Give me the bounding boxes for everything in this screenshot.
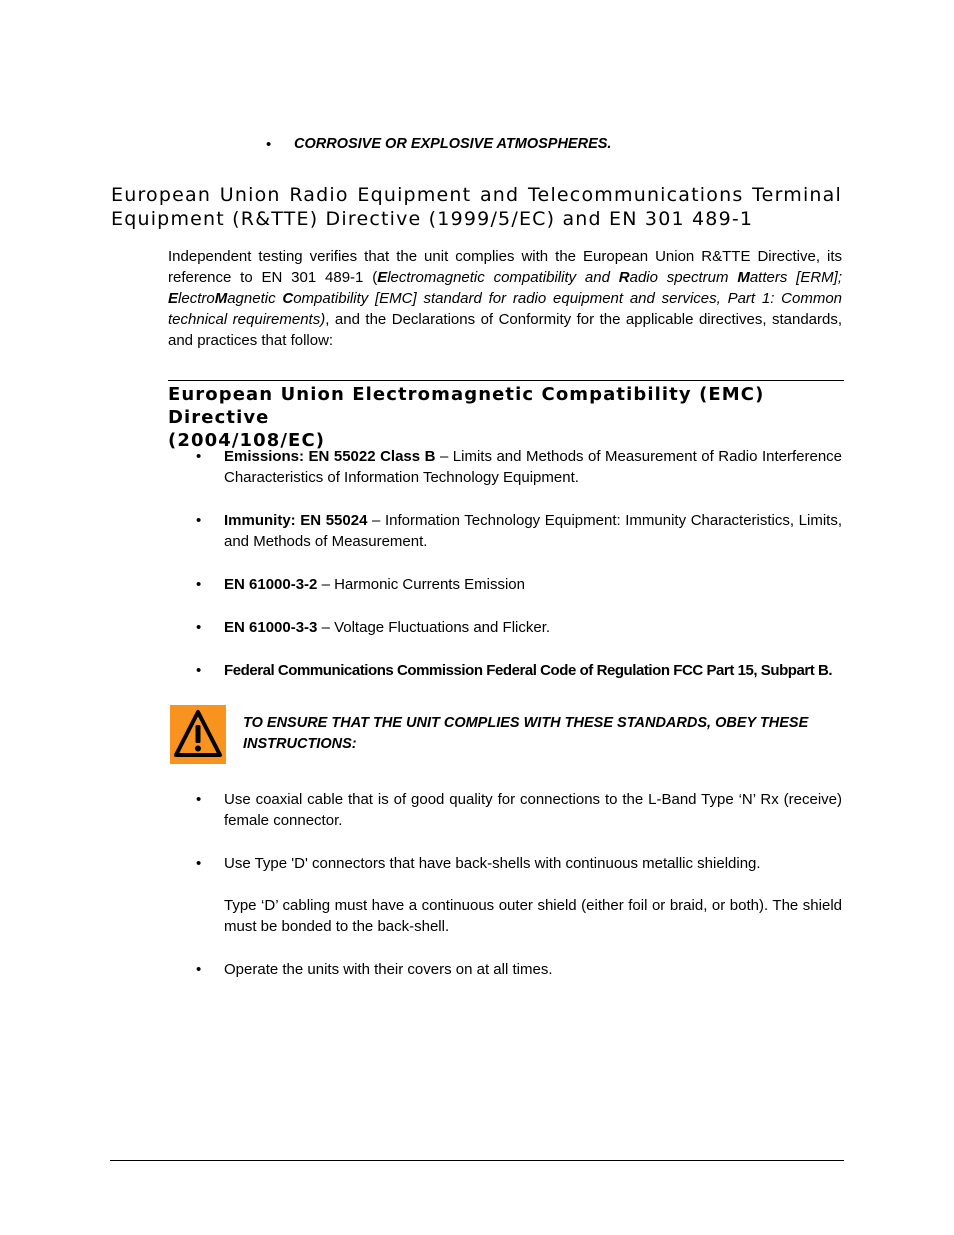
bullet: •: [196, 576, 202, 593]
emc-heading-line2: (2004/108/EC): [168, 430, 326, 451]
standard-desc: – Harmonic Currents Emission: [317, 576, 525, 593]
bullet: •: [196, 662, 202, 679]
footer-rule: [110, 1160, 844, 1161]
list-item: [196, 574, 842, 595]
list-item: [196, 959, 842, 980]
warning-text: TO ENSURE THAT THE UNIT COMPLIES WITH THESE STANDARDS, OBEY THESE INSTRUCTIONS:: [243, 715, 809, 752]
bullet: •: [266, 136, 272, 153]
bullet: •: [196, 791, 202, 808]
cabling-note: Type ‘D’ cabling must have a continuous outer shield (either foil or braid, or both). The shield must be bonded to the back-shell.: [224, 897, 842, 935]
list-item: [196, 789, 842, 831]
section-heading-line1: European Union Radio Equipment and Telecommunications Terminal: [111, 184, 842, 206]
intro-text-end: , and the Declarations of Conformity for the applicable directives, standards, and practices that follow:: [168, 311, 843, 349]
list-item: [196, 446, 842, 488]
list-item: [196, 510, 842, 552]
erm-title: Electromagnetic compatibility and Radio spectrum Matters [ERM]; ElectroMagnetic Compatibility [EMC] standard for radio equipment and services, Part 1: Common technical requirements): [168, 269, 842, 328]
standard-label: Federal Communications Commission Federal Code of Regulation FCC Part 15, Subpart B.: [224, 662, 833, 679]
bullet: •: [196, 855, 202, 872]
bullet: •: [196, 961, 202, 978]
standard-label: EN 61000-3-2: [224, 576, 318, 593]
standard-label: Immunity: EN 55024: [224, 512, 368, 529]
standard-desc: – Voltage Fluctuations and Flicker.: [317, 619, 551, 636]
standard-label: Emissions: EN 55022 Class B: [224, 448, 436, 465]
section-heading-line2: Equipment (R&TTE) Directive (1999/5/EC) and EN 301 489-1: [111, 208, 754, 230]
list-item: [196, 617, 842, 638]
intro-text: Independent testing verifies that the unit complies with the European Union R&TTE Directive, its reference to EN 301 489-1 (: [168, 248, 842, 286]
instruction-text: Use coaxial cable that is of good quality for connections to the L-Band Type ‘N’ Rx (receive) female connector.: [224, 791, 842, 829]
standard-desc: – Limits and Methods of Measurement of Radio Interference Characteristics of Information Technology Equipment.: [224, 448, 843, 486]
bullet: •: [196, 448, 202, 465]
emc-heading-line1: European Union Electromagnetic Compatibility (EMC) Directive: [168, 384, 765, 428]
warning-triangle-icon: [170, 705, 226, 764]
emc-heading: [168, 383, 844, 452]
instruction-text: Use Type 'D' connectors that have back-shells with continuous metallic shielding.: [224, 855, 761, 872]
list-item: [196, 853, 842, 874]
instruction-text: Operate the units with their covers on at all times.: [224, 961, 553, 978]
standard-desc: – Information Technology Equipment: Immunity Characteristics, Limits, and Methods of Measurement.: [224, 512, 842, 550]
section-heading: [111, 183, 842, 231]
intro-paragraph: [168, 246, 842, 351]
corrosive-warning-item: CORROSIVE OR EXPLOSIVE ATMOSPHERES.: [294, 136, 612, 152]
list-item: [196, 660, 842, 681]
bullet: •: [196, 512, 202, 529]
bullet: •: [196, 619, 202, 636]
heading-rule: [168, 380, 844, 381]
standard-label: EN 61000-3-3: [224, 619, 318, 636]
